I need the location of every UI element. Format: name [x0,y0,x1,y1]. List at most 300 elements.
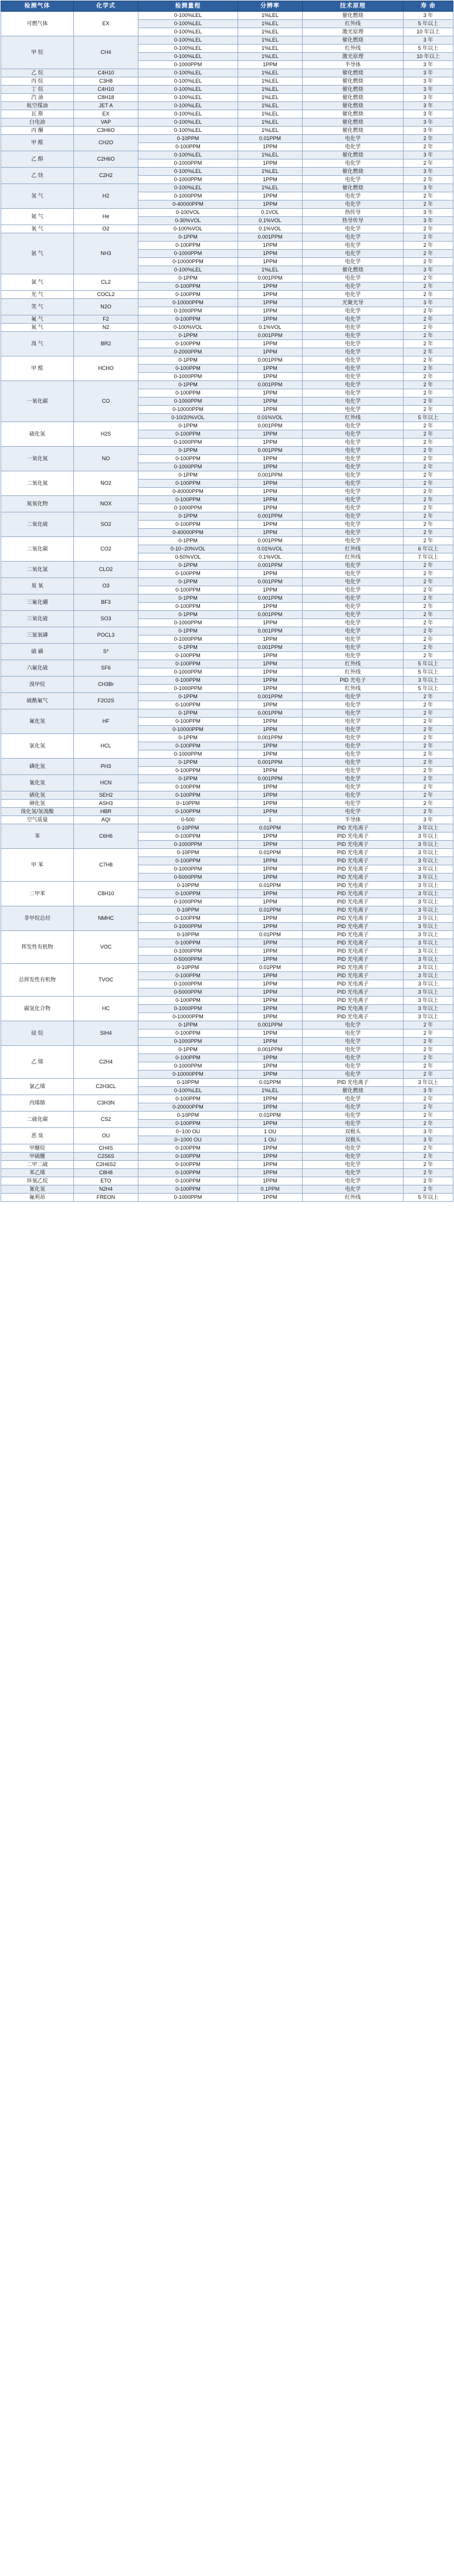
table-header-row [1,1,453,12]
range-cell: 0-100PPM [138,1161,238,1169]
resolution-cell: 1%LEL [238,102,302,110]
resolution-cell: 0.001PPM [238,233,302,242]
gas-formula-cell: N2O [73,299,138,315]
gas-formula-cell: C2S6S [73,1153,138,1161]
range-cell: 0-100PPM [138,496,238,504]
table-row [1,997,453,1005]
life-cell: 3 年以上 [404,882,453,890]
resolution-cell: 0.001PPM [238,709,302,718]
resolution-cell: 1PPM [238,307,302,315]
resolution-cell: 1PPM [238,340,302,348]
range-cell: 0~10PPM [138,800,238,808]
life-cell: 2 年 [404,291,453,299]
life-cell: 2 年 [404,159,453,168]
range-cell: 0-10000PPM [138,1013,238,1021]
range-cell: 0-20000PPM [138,1103,238,1112]
life-cell: 3 年 [404,102,453,110]
life-cell: 2 年 [404,1185,453,1194]
life-cell: 3 年 [404,1136,453,1144]
gas-formula-cell: JET A [73,102,138,110]
gas-name-cell: 二硫化碳 [1,1112,74,1128]
technology-cell: 电化学 [302,291,403,299]
technology-cell: 电化学 [302,512,403,521]
life-cell: 2 年 [404,718,453,726]
gas-name-cell: 乙 炔 [1,168,74,184]
gas-name-cell: 甲 醛 [1,135,74,151]
life-cell: 2 年 [404,250,453,258]
gas-name-cell: 氟 气 [1,315,74,324]
resolution-cell: 0.001PPM [238,422,302,430]
resolution-cell: 0.001PPM [238,562,302,570]
resolution-cell: 1PPM [238,439,302,447]
resolution-cell: 0.1%VOL [238,225,302,233]
table-row [1,1194,453,1202]
resolution-cell: 1PPM [238,865,302,874]
resolution-cell: 1PPM [238,1013,302,1021]
resolution-cell: 0.001PPM [238,775,302,783]
technology-cell: 红外线 [302,1194,403,1202]
range-cell: 0-1PPM [138,233,238,242]
resolution-cell: 1PPM [238,923,302,931]
table-row [1,1021,453,1029]
technology-cell: 电化学 [302,783,403,791]
technology-cell: 电化学 [302,430,403,439]
range-cell: 0-100PPM [138,783,238,791]
life-cell: 2 年 [404,439,453,447]
range-cell: 0-100PPM [138,742,238,750]
technology-cell: 电化学 [302,1161,403,1169]
gas-formula-cell: OU [73,1128,138,1144]
technology-cell: PID 光电离子 [302,857,403,865]
technology-cell: 催化燃烧 [302,86,403,94]
technology-cell: PID 光电子 [302,677,403,685]
range-cell: 0~1000 OU [138,1136,238,1144]
life-cell: 3 年以上 [404,874,453,882]
resolution-cell: 1PPM [238,874,302,882]
table-row [1,734,453,742]
gas-formula-cell: C4H10 [73,69,138,77]
gas-formula-cell: C3H3N [73,1095,138,1112]
life-cell: 2 年 [404,504,453,512]
gas-name-cell: 氯乙烯 [1,1079,74,1095]
life-cell: 2 年 [404,1029,453,1038]
range-cell: 0-100PPM [138,455,238,463]
gas-name-cell: 挥发性有机物 [1,931,74,964]
technology-cell: 电化学 [302,348,403,356]
resolution-cell: 1PPM [238,488,302,496]
resolution-cell: 1PPM [238,315,302,324]
technology-cell: 红外线 [302,668,403,677]
table-row [1,86,453,94]
resolution-cell: 1PPM [238,726,302,734]
technology-cell: 电化学 [302,1153,403,1161]
range-cell: 0-1000PPM [138,250,238,258]
gas-name-cell: 白电油 [1,118,74,127]
resolution-cell: 1PPM [238,1153,302,1161]
life-cell: 2 年 [404,192,453,200]
life-cell: 2 年 [404,570,453,578]
life-cell: 2 年 [404,430,453,439]
resolution-cell: 1PPM [238,397,302,406]
table-row [1,168,453,176]
gas-formula-cell: CH3Br [73,677,138,693]
resolution-cell: 1PPM [238,1103,302,1112]
technology-cell: 电化学 [302,791,403,800]
resolution-cell: 1%LEL [238,86,302,94]
range-cell: 0-1000PPM [138,635,238,644]
resolution-cell: 1PPM [238,972,302,980]
technology-cell: 电化学 [302,521,403,529]
gas-name-cell: 氟利昂 [1,1194,74,1202]
gas-name-cell: 甲硫醚 [1,1153,74,1161]
table-row [1,299,453,307]
gas-name-cell: 丙 烷 [1,77,74,86]
life-cell: 2 年 [404,808,453,816]
gas-formula-cell: NMHC [73,906,138,931]
life-cell: 3 年 [404,209,453,217]
gas-name-cell: 总挥发性有机物 [1,964,74,997]
technology-cell: 电化学 [302,693,403,701]
range-cell: 0-40000PPM [138,529,238,537]
technology-cell: 电化学 [302,1054,403,1062]
range-cell: 0-100%LEL [138,118,238,127]
resolution-cell: 1PPM [238,635,302,644]
technology-cell: PID 光电离子 [302,882,403,890]
header-range: 检测量程 [138,1,238,12]
technology-cell: 电化学 [302,767,403,775]
technology-cell: 电化学 [302,496,403,504]
technology-cell: 电化学 [302,422,403,430]
technology-cell: 电化学 [302,315,403,324]
table-row [1,1177,453,1185]
table-row [1,1079,453,1087]
table-row [1,225,453,233]
life-cell: 3 年以上 [404,841,453,849]
range-cell: 0-100%LEL [138,168,238,176]
gas-name-cell: 笑 气 [1,299,74,315]
table-row [1,512,453,521]
technology-cell: 电化学 [302,1169,403,1177]
life-cell: 5 年以上 [404,414,453,422]
technology-cell: 电化学 [302,586,403,594]
table-row [1,1046,453,1054]
range-cell: 0-100%LEL [138,86,238,94]
technology-cell: 电化学 [302,504,403,512]
resolution-cell: 1PPM [238,800,302,808]
resolution-cell: 1PPM [238,718,302,726]
technology-cell: 催化燃烧 [302,184,403,192]
table-row [1,611,453,619]
gas-formula-cell: C2H6O [73,151,138,168]
header-formula: 化学式 [73,1,138,12]
gas-formula-cell: C8H8 [73,1169,138,1177]
technology-cell: 电化学 [302,1112,403,1120]
technology-cell: 光聚光导 [302,299,403,307]
resolution-cell: 1PPM [238,956,302,964]
resolution-cell: 1PPM [238,1161,302,1169]
range-cell: 0-100PPM [138,718,238,726]
range-cell: 0-10PPM [138,931,238,939]
life-cell: 2 年 [404,586,453,594]
gas-formula-cell: C3H8 [73,77,138,86]
life-cell: 2 年 [404,365,453,373]
gas-name-cell: 瓦 斯 [1,110,74,118]
resolution-cell: 1PPM [238,291,302,299]
gas-formula-cell: COCL2 [73,291,138,299]
technology-cell: 催化燃烧 [302,168,403,176]
resolution-cell: 1PPM [238,365,302,373]
technology-cell: 电化学 [302,1103,403,1112]
range-cell: 0-10PPM [138,135,238,143]
life-cell: 2 年 [404,135,453,143]
table-row [1,578,453,586]
range-cell: 0-1000PPM [138,923,238,931]
technology-cell: 电化学 [302,537,403,545]
technology-cell: 电化学 [302,570,403,578]
technology-cell: 电化学 [302,635,403,644]
resolution-cell: 1PPM [238,143,302,151]
technology-cell: 电化学 [302,332,403,340]
life-cell: 3 年以上 [404,923,453,931]
gas-name-cell: 氟化氢 [1,709,74,734]
table-row [1,118,453,127]
gas-formula-cell: HC [73,997,138,1021]
technology-cell: 半导体 [302,816,403,824]
range-cell: 0-100%LEL [138,45,238,53]
gas-formula-cell: ASH3 [73,800,138,808]
life-cell: 3 年以上 [404,939,453,947]
range-cell: 0-1PPM [138,447,238,455]
technology-cell: PID 光电离子 [302,939,403,947]
resolution-cell: 0.1%VOL [238,324,302,332]
gas-name-cell: 氰化氢 [1,1185,74,1194]
table-row [1,644,453,652]
resolution-cell: 0.001PPM [238,759,302,767]
table-row [1,233,453,242]
gas-formula-cell: HCL [73,734,138,759]
resolution-cell: 1%LEL [238,45,302,53]
life-cell: 3 年 [404,118,453,127]
gas-name-cell: 氨 气 [1,233,74,274]
resolution-cell: 1PPM [238,767,302,775]
life-cell: 2 年 [404,315,453,324]
technology-cell: PID 光电离子 [302,988,403,997]
gas-formula-cell: SIH4 [73,1021,138,1046]
gas-formula-cell: BR2 [73,332,138,356]
technology-cell: 电化学 [302,463,403,471]
life-cell: 3 年 [404,94,453,102]
resolution-cell: 0.001PPM [238,356,302,365]
range-cell: 0-1000PPM [138,619,238,627]
resolution-cell: 0.01%VOL [238,414,302,422]
gas-name-cell: 氰化氢 [1,775,74,791]
table-row [1,471,453,480]
gas-name-cell: 环氧乙烷 [1,1177,74,1185]
gas-formula-cell: C6H6 [73,824,138,849]
technology-cell: 催化燃烧 [302,94,403,102]
technology-cell: 电化学 [302,734,403,742]
resolution-cell: 1%LEL [238,168,302,176]
resolution-cell: 0.01PPM [238,882,302,890]
gas-formula-cell: N2 [73,324,138,332]
life-cell: 2 年 [404,512,453,521]
range-cell: 0-1000PPM [138,504,238,512]
technology-cell: PID 光电离子 [302,947,403,956]
table-row [1,291,453,299]
gas-formula-cell: EX [73,110,138,118]
range-cell: 0-1000PPM [138,865,238,874]
resolution-cell: 1%LEL [238,36,302,45]
gas-formula-cell: HBR [73,808,138,816]
resolution-cell: 1PPM [238,283,302,291]
life-cell: 3 年 [404,1087,453,1095]
life-cell: 6 年以上 [404,545,453,553]
life-cell: 2 年 [404,373,453,381]
technology-cell: 催化燃烧 [302,118,403,127]
range-cell: 0-10~20%VOL [138,545,238,553]
range-cell: 0-100PPM [138,1153,238,1161]
life-cell: 2 年 [404,521,453,529]
gas-formula-cell: SEH2 [73,791,138,800]
range-cell: 0-100PPM [138,808,238,816]
range-cell: 0-100PPM [138,1029,238,1038]
resolution-cell: 1PPM [238,980,302,988]
life-cell: 2 年 [404,283,453,291]
technology-cell: 电化学 [302,627,403,635]
technology-cell: 电化学 [302,307,403,315]
life-cell: 2 年 [404,397,453,406]
range-cell: 0-100%LEL [138,28,238,36]
table-row [1,1169,453,1177]
life-cell: 2 年 [404,1103,453,1112]
range-cell: 0-1000PPM [138,176,238,184]
range-cell: 0-100PPM [138,1144,238,1153]
resolution-cell: 0.01PPM [238,906,302,915]
life-cell: 2 年 [404,225,453,233]
gas-name-cell: 乙 醇 [1,151,74,168]
range-cell: 0-100PPM [138,677,238,685]
life-cell: 3 年以上 [404,1013,453,1021]
resolution-cell: 0.01PPM [238,849,302,857]
resolution-cell: 1 [238,816,302,824]
range-cell: 0-1PPM [138,644,238,652]
gas-formula-cell: NO2 [73,471,138,496]
resolution-cell: 1%LEL [238,77,302,86]
resolution-cell: 1PPM [238,668,302,677]
gas-name-cell: 甲 烷 [1,36,74,69]
gas-name-cell: 航空煤油 [1,102,74,110]
table-row [1,709,453,718]
range-cell: 0-10000PPM [138,406,238,414]
resolution-cell: 0.001PPM [238,644,302,652]
gas-formula-cell: C8H18 [73,94,138,102]
table-row [1,12,453,20]
resolution-cell: 0.01PPM [238,964,302,972]
range-cell: 0-5000PPM [138,874,238,882]
resolution-cell: 1PPM [238,1120,302,1128]
technology-cell: 催化燃烧 [302,12,403,20]
resolution-cell: 0.001PPM [238,734,302,742]
resolution-cell: 1PPM [238,242,302,250]
gas-name-cell: 丙烯腈 [1,1095,74,1112]
gas-formula-cell: F2 [73,315,138,324]
technology-cell: PID 光电离子 [302,1005,403,1013]
life-cell: 3 年以上 [404,906,453,915]
gas-name-cell: 丁 烷 [1,86,74,94]
technology-cell: 电化学 [302,135,403,143]
range-cell: 0-100PPM [138,701,238,709]
gas-name-cell: 丙 酮 [1,127,74,135]
life-cell: 2 年 [404,1038,453,1046]
range-cell: 0-100PPM [138,1054,238,1062]
gas-name-cell: 苯 [1,824,74,849]
range-cell: 0-10000PPM [138,1070,238,1079]
gas-name-cell: 硒化氢 [1,791,74,800]
technology-cell: PID 光电离子 [302,841,403,849]
resolution-cell: 1%LEL [238,127,302,135]
header-life: 寿 命 [404,1,453,12]
table-row [1,1161,453,1169]
range-cell: 0-1PPM [138,422,238,430]
life-cell: 2 年 [404,635,453,644]
gas-name-cell: 乙 烯 [1,1046,74,1079]
gas-name-cell: 二甲苯 [1,882,74,906]
technology-cell: PID 光电离子 [302,890,403,898]
gas-name-cell: 甲 醛 [1,356,74,381]
life-cell: 2 年 [404,701,453,709]
resolution-cell: 1PPM [238,841,302,849]
technology-cell: 电化学 [302,1185,403,1194]
resolution-cell: 1PPM [238,159,302,168]
life-cell: 2 年 [404,767,453,775]
gas-name-cell: 三氧化硫 [1,611,74,627]
range-cell: 0-100PPM [138,890,238,898]
resolution-cell: 1 OU [238,1136,302,1144]
technology-cell: PID 光电离子 [302,898,403,906]
technology-cell: PID 光电离子 [302,906,403,915]
gas-name-cell: 乙 烷 [1,69,74,77]
life-cell: 2 年 [404,611,453,619]
resolution-cell: 0.001PPM [238,611,302,619]
range-cell: 0-100PPM [138,143,238,151]
life-cell: 3 年以上 [404,824,453,832]
life-cell: 3 年以上 [404,964,453,972]
gas-name-cell: 硫化氢 [1,422,74,447]
life-cell: 2 年 [404,1153,453,1161]
resolution-cell: 0.001PPM [238,594,302,603]
life-cell: 2 年 [404,324,453,332]
technology-cell: PID 光电离子 [302,931,403,939]
range-cell: 0-10000PPM [138,726,238,734]
resolution-cell: 1PPM [238,200,302,209]
table-row [1,332,453,340]
gas-formula-cell: VOC [73,931,138,964]
life-cell: 3 年以上 [404,988,453,997]
range-cell: 0-1000PPM [138,685,238,693]
range-cell: 0-10/20%VOL [138,414,238,422]
resolution-cell: 1PPM [238,1054,302,1062]
table-row [1,537,453,545]
range-cell: 0-40000PPM [138,488,238,496]
table-row [1,447,453,455]
table-row [1,102,453,110]
resolution-cell: 1PPM [238,939,302,947]
range-cell: 0-1000PPM [138,1194,238,1202]
technology-cell: 催化燃烧 [302,151,403,159]
range-cell: 0-500 [138,816,238,824]
gas-name-cell: 氦 气 [1,209,74,225]
technology-cell: PID 光电离子 [302,964,403,972]
